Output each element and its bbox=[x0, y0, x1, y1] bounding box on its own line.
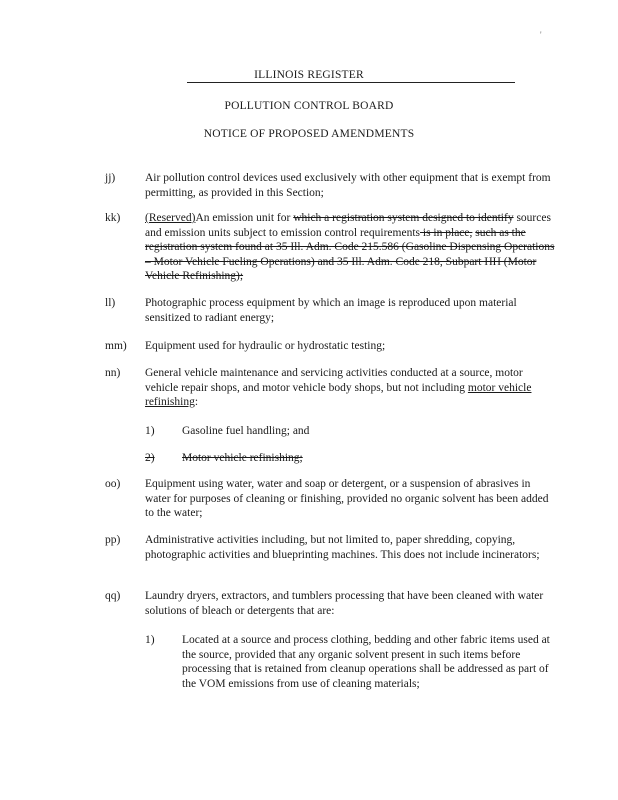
item-text: Equipment using water, water and soap or detergent, or a suspension of abrasives in water for purposes of cleaning or finishing, provided no organic solvent has been added to the water; bbox=[145, 478, 549, 520]
item-label: ll) bbox=[105, 297, 116, 309]
nn-text: General vehicle maintenance and servicing activities conducted at a source, motor vehicle repair shops, and motor vehicle body shops, but not including bbox=[145, 367, 523, 394]
item-label: oo) bbox=[105, 478, 121, 490]
header-rule bbox=[187, 82, 515, 83]
item-label: nn) bbox=[105, 367, 121, 379]
item-label: pp) bbox=[105, 534, 121, 546]
kk-text-part: An emission unit for bbox=[195, 212, 294, 224]
item-label: qq) bbox=[105, 590, 121, 602]
sub-label: 1) bbox=[145, 425, 155, 437]
nn-tail: : bbox=[194, 396, 199, 409]
board-title: POLLUTION CONTROL BOARD bbox=[224, 100, 394, 112]
item-label: mm) bbox=[105, 340, 127, 352]
nn-underlined: motor vehicle refinishing bbox=[145, 381, 532, 409]
kk-deleted-4: such as the registration system found at 35 Ill. Adm. Code 215.586 (Gasoline Dispensing Operations – Motor Vehicle Fueling Operations) and 35 Ill. Adm. Code 218, Subpart HH (Motor Vehicle Refinishing); bbox=[145, 226, 555, 283]
corner-mark: ' bbox=[540, 30, 542, 40]
item-text: Laundry dryers, extractors, and tumblers processing that have been cleaned with water solutions of bleach or detergents that are: bbox=[145, 590, 544, 617]
sub-text: Motor vehicle refinishing; bbox=[182, 452, 303, 464]
kk-deleted-1: which a registration system designed to identify bbox=[293, 212, 514, 224]
sub-text: Located at a source and process clothing, bedding and other fabric items used at the source, provided that any organic solvent present in such items before processing that is retained from cleanup operations shall be addressed as part of the VOM emissions from use of cleaning materials; bbox=[182, 634, 550, 690]
reserved-insertion: (Reserved) bbox=[145, 212, 196, 224]
kk-deleted-2: sources and emission units subject to emission control requirements bbox=[145, 212, 551, 239]
sub-label: 2) bbox=[145, 452, 155, 464]
register-title: ILLINOIS REGISTER bbox=[254, 69, 364, 81]
item-text bbox=[145, 211, 555, 284]
item-label: kk) bbox=[105, 212, 121, 224]
item-text: Photographic process equipment by which an image is reproduced upon material sensitized to radiant energy; bbox=[145, 297, 517, 324]
item-text: Equipment used for hydraulic or hydrostatic testing; bbox=[145, 340, 386, 352]
kk-deleted-3: is in place, bbox=[420, 226, 473, 239]
sub-label: 1) bbox=[145, 634, 155, 646]
sub-text: Gasoline fuel handling; and bbox=[182, 425, 310, 437]
item-label: jj) bbox=[105, 172, 116, 184]
item-text: Air pollution control devices used exclusively with other equipment that is exempt from permitting, as provided in this Section; bbox=[145, 172, 551, 199]
notice-title: NOTICE OF PROPOSED AMENDMENTS bbox=[203, 128, 415, 140]
item-text bbox=[145, 366, 555, 410]
item-text: Administrative activities including, but not limited to, paper shredding, copying, photographic activities and blueprinting machines. This does not include incinerators; bbox=[145, 534, 540, 561]
